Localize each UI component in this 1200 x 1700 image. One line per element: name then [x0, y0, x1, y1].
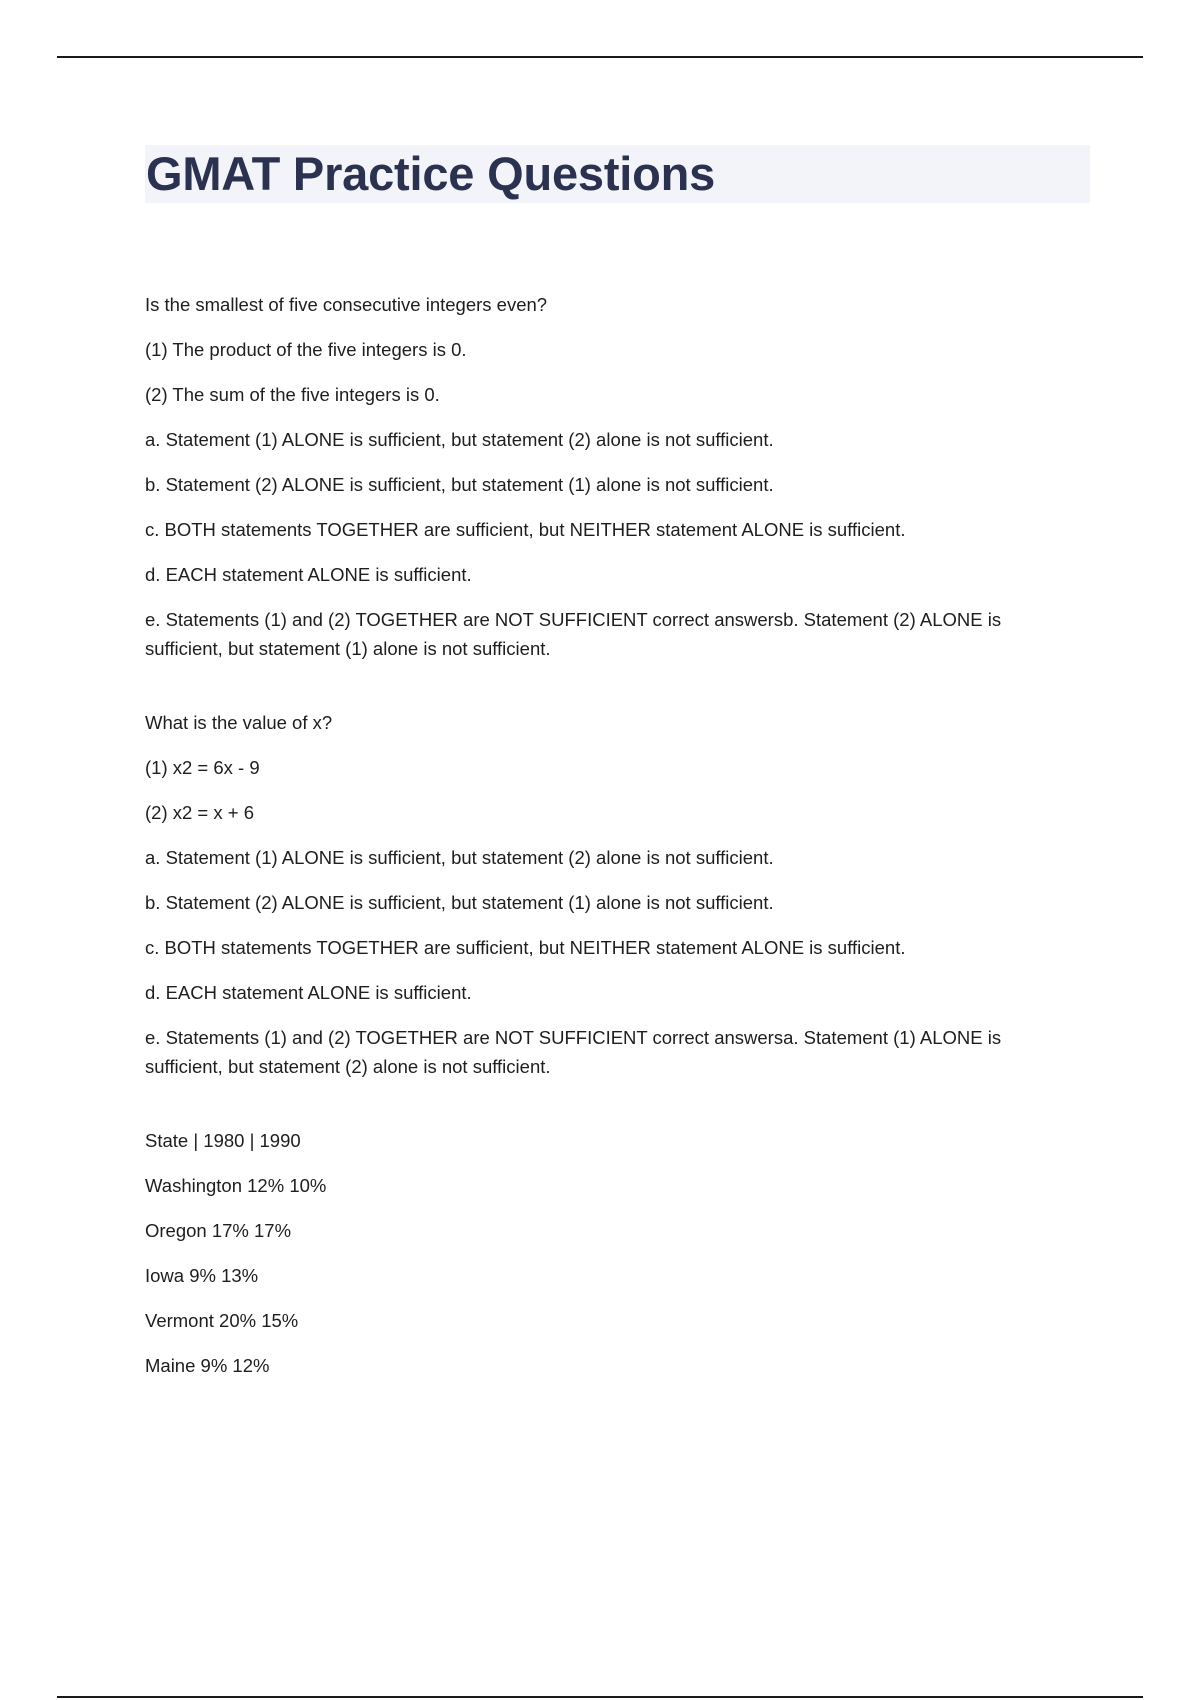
question-block — [145, 290, 1045, 663]
table-row: Washington 12% 10% — [145, 1175, 327, 1196]
question-prompt: Is the smallest of five consecutive integers even? — [145, 294, 548, 315]
answer-option-e: e. Statements (1) and (2) TOGETHER are NOT SUFFICIENT correct answersa. Statement (1) ALONE is sufficient, but statement (2) alone is not sufficient. — [145, 1027, 1002, 1077]
answer-option-e: e. Statements (1) and (2) TOGETHER are NOT SUFFICIENT correct answersb. Statement (2) ALONE is sufficient, but statement (1) alone is not sufficient. — [145, 609, 1002, 659]
statement-1: (1) The product of the five integers is 0. — [145, 339, 467, 360]
answer-option-d: d. EACH statement ALONE is sufficient. — [145, 564, 472, 585]
document-body — [145, 290, 1045, 1396]
answer-option-c: c. BOTH statements TOGETHER are sufficient, but NEITHER statement ALONE is sufficient. — [145, 937, 906, 958]
footer-rule — [57, 1696, 1143, 1698]
state-table — [145, 1126, 1045, 1380]
table-row: Vermont 20% 15% — [145, 1310, 299, 1331]
answer-option-d: d. EACH statement ALONE is sufficient. — [145, 982, 472, 1003]
question-prompt: What is the value of x? — [145, 712, 333, 733]
page-title: GMAT Practice Questions — [146, 147, 716, 200]
header-rule — [57, 56, 1143, 58]
answer-option-a: a. Statement (1) ALONE is sufficient, but statement (2) alone is not sufficient. — [145, 429, 774, 450]
statement-2: (2) x2 = x + 6 — [145, 802, 254, 823]
answer-option-b: b. Statement (2) ALONE is sufficient, but statement (1) alone is not sufficient. — [145, 892, 774, 913]
answer-option-a: a. Statement (1) ALONE is sufficient, but statement (2) alone is not sufficient. — [145, 847, 774, 868]
table-header: State | 1980 | 1990 — [145, 1130, 301, 1151]
statement-1: (1) x2 = 6x - 9 — [145, 757, 260, 778]
statement-2: (2) The sum of the five integers is 0. — [145, 384, 440, 405]
answer-option-c: c. BOTH statements TOGETHER are sufficient, but NEITHER statement ALONE is sufficient. — [145, 519, 906, 540]
question-block — [145, 708, 1045, 1081]
table-row: Maine 9% 12% — [145, 1355, 270, 1376]
table-row: Iowa 9% 13% — [145, 1265, 259, 1286]
answer-option-b: b. Statement (2) ALONE is sufficient, but statement (1) alone is not sufficient. — [145, 474, 774, 495]
table-row: Oregon 17% 17% — [145, 1220, 292, 1241]
